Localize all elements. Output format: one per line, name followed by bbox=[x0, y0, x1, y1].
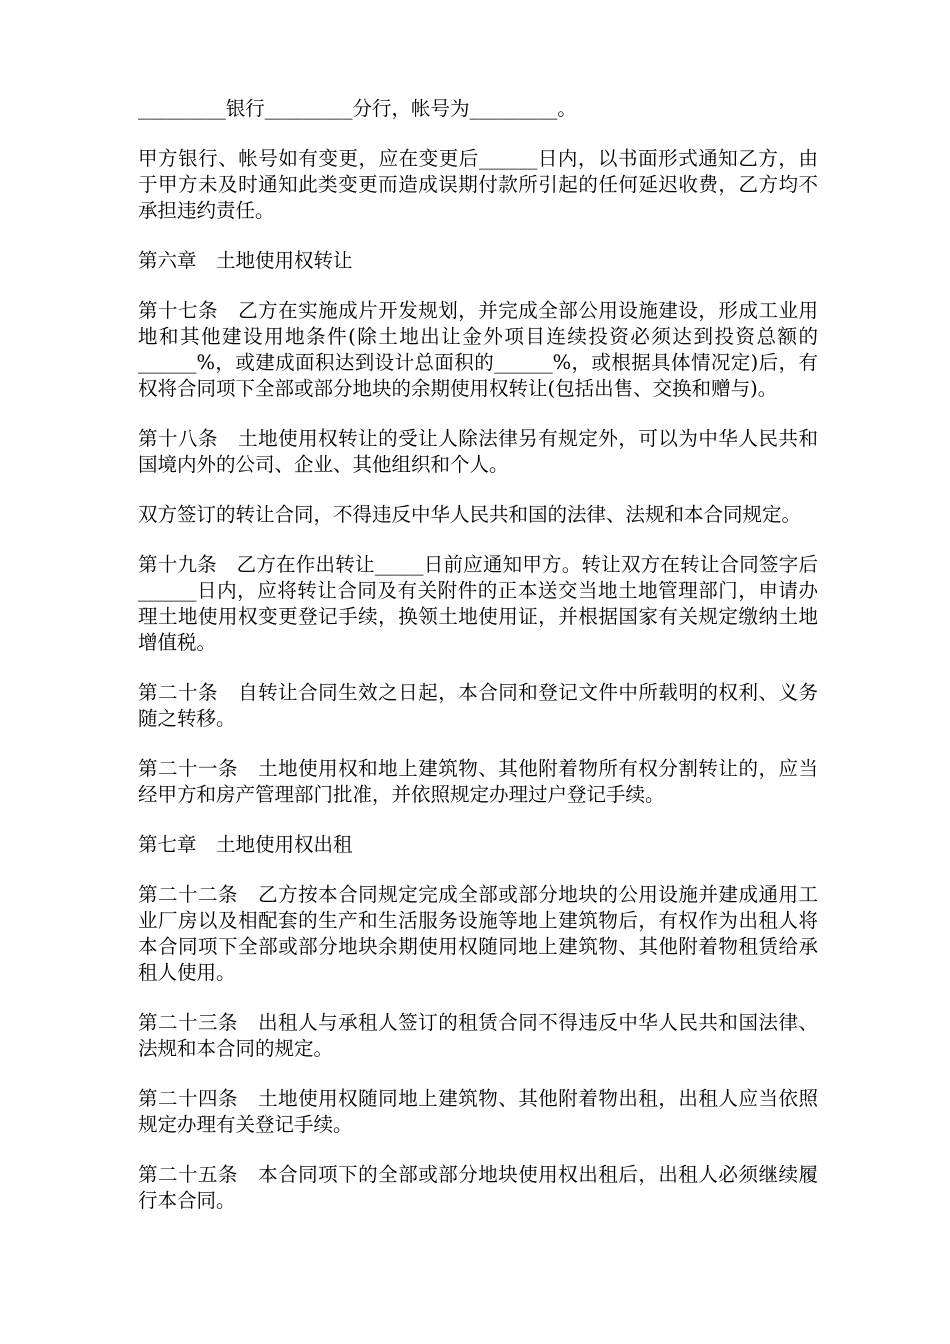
article-23: 第二十三条 出租人与承租人签订的租赁合同不得违反中华人民共和国法律、法规和本合同的规定。 bbox=[138, 1011, 818, 1060]
article-22: 第二十二条 乙方按本合同规定完成全部或部分地块的公用设施并建成通用工业厂房以及相配套的生产和生活服务设施等地上建筑物后，有权作为出租人将本合同项下全部或部分地块余期使用权随同地上建筑物、其他附着物租赁给承租人使用。 bbox=[138, 883, 818, 984]
article-17: 第十七条 乙方在实施成片开发规划，并完成全部公用设施建设，形成工业用地和其他建设用地条件(除土地出让金外项目连续投资必须达到投资总额的______%，或建成面积达到设计总面积的______%，或根据具体情况定)后，有权将合同项下全部或部分地块的余期使用权转让(包括出售、交换和赠与)。 bbox=[138, 299, 818, 400]
document-page bbox=[138, 96, 818, 1238]
article-18-supplement: 双方签订的转让合同，不得违反中华人民共和国的法律、法规和本合同规定。 bbox=[138, 503, 802, 526]
article-20: 第二十条 自转让合同生效之日起，本合同和登记文件中所载明的权利、义务随之转移。 bbox=[138, 681, 818, 730]
article-21: 第二十一条 土地使用权和地上建筑物、其他附着物所有权分割转让的，应当经甲方和房产管理部门批准，并依照规定办理过户登记手续。 bbox=[138, 757, 818, 806]
article-19: 第十九条 乙方在作出转让_____日前应通知甲方。转让双方在转让合同签字后______日内，应将转让合同及有关附件的正本送交当地土地管理部门，申请办理土地使用权变更登记手续，换领土地使用证，并根据国家有关规定缴纳土地增值税。 bbox=[138, 553, 818, 654]
bank-change-clause: 甲方银行、帐号如有变更，应在变更后______日内，以书面形式通知乙方，由于甲方未及时通知此类变更而造成误期付款所引起的任何延迟收费，乙方均不承担违约责任。 bbox=[138, 147, 818, 222]
article-25: 第二十五条 本合同项下的全部或部分地块使用权出租后，出租人必须继续履行本合同。 bbox=[138, 1163, 818, 1212]
chapter-7-heading: 第七章 土地使用权出租 bbox=[138, 833, 353, 856]
article-18: 第十八条 土地使用权转让的受让人除法律另有规定外，可以为中华人民共和国境内外的公司、企业、其他组织和个人。 bbox=[138, 427, 818, 476]
article-24: 第二十四条 土地使用权随同地上建筑物、其他附着物出租，出租人应当依照规定办理有关登记手续。 bbox=[138, 1087, 818, 1136]
chapter-6-heading: 第六章 土地使用权转让 bbox=[138, 249, 353, 272]
bank-account-line: _________银行_________分行，帐号为_________。 bbox=[138, 97, 577, 120]
